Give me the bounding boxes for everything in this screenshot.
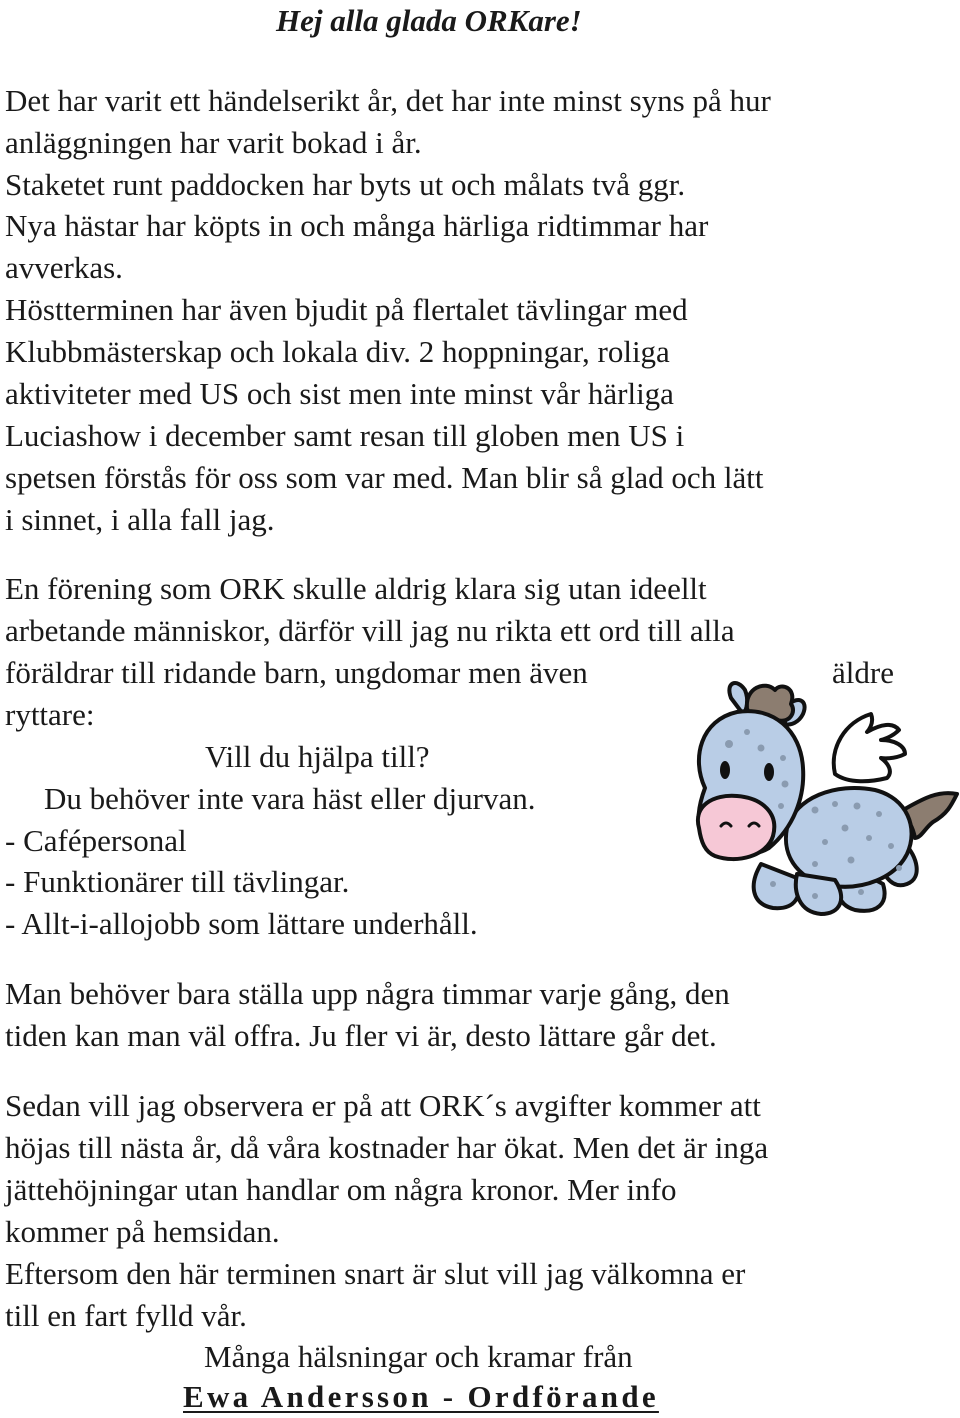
paragraph-4-line: Eftersom den här terminen snart är slut vill jag välkomna er [5,1256,746,1291]
paragraph-2-line: föräldrar till ridande barn, ungdomar men även [5,655,588,690]
help-question: Vill du hjälpa till? [205,739,430,774]
paragraph-2-line: En förening som ORK skulle aldrig klara sig utan ideellt [5,571,707,606]
front-leg [754,864,799,908]
paragraph-2-line: arbetande människor, därför vill jag nu rikta ett ord till alla [5,613,735,648]
paragraph-4-line: kommer på hemsidan. [5,1214,280,1249]
paragraph-4-line: till en fart fylld vår. [5,1298,247,1333]
paragraph-1-line: Höstterminen har även bjudit på flertalet tävlingar med [5,292,688,327]
eye [764,763,774,781]
paragraph-1-line: aktiviteter med US och sist men inte minst vår härliga [5,376,674,411]
signature: Ewa Andersson - Ordförande [183,1379,659,1414]
paragraph-1-line: Staketet runt paddocken har byts ut och målats två ggr. [5,167,686,202]
paragraph-3-line: Man behöver bara ställa upp några timmar varje gång, den [5,976,730,1011]
list-item: - Funktionärer till tävlingar. [5,864,350,899]
paragraph-3-line: tiden kan man väl offra. Ju fler vi är, desto lättare går det. [5,1018,717,1053]
paragraph-1-line: avverkas. [5,250,123,285]
paragraph-2-line-end: äldre [832,655,894,690]
paragraph-1-line: i sinnet, i alla fall jag. [5,502,275,537]
paragraph-4-line: höjas till nästa år, då våra kostnader har ökat. Men det är inga [5,1130,769,1165]
paragraph-4-line: Sedan vill jag observera er på att ORK´s avgifter kommer att [5,1088,761,1123]
front-leg [796,874,841,914]
winged-pony-illustration [685,678,960,928]
closing-greeting: Många hälsningar och kramar från [204,1339,633,1374]
paragraph-4-line: jättehöjningar utan handlar om några kronor. Mer info [5,1172,677,1207]
pony-body [786,788,912,887]
help-note: Du behöver inte vara häst eller djurvan. [44,781,536,816]
paragraph-1-line: anläggningen har varit bokad i år. [5,125,422,160]
wing [834,714,905,781]
muzzle [698,796,774,859]
paragraph-1-line: Det har varit ett händelserikt år, det har inte minst syns på hur [5,83,771,118]
letter-title: Hej alla glada ORKare! [276,3,582,38]
list-item: - Cafépersonal [5,823,187,858]
paragraph-2-line: ryttare: [5,697,95,732]
eye [720,761,730,779]
paragraph-1-line: spetsen förstås för oss som var med. Man blir så glad och lätt [5,460,764,495]
paragraph-1-line: Klubbmästerskap och lokala div. 2 hoppningar, roliga [5,334,670,369]
paragraph-1-line: Luciashow i december samt resan till globen men US i [5,418,685,453]
list-item: - Allt-i-allojobb som lättare underhåll. [5,906,478,941]
paragraph-1-line: Nya hästar har köpts in och många härliga ridtimmar har [5,208,709,243]
